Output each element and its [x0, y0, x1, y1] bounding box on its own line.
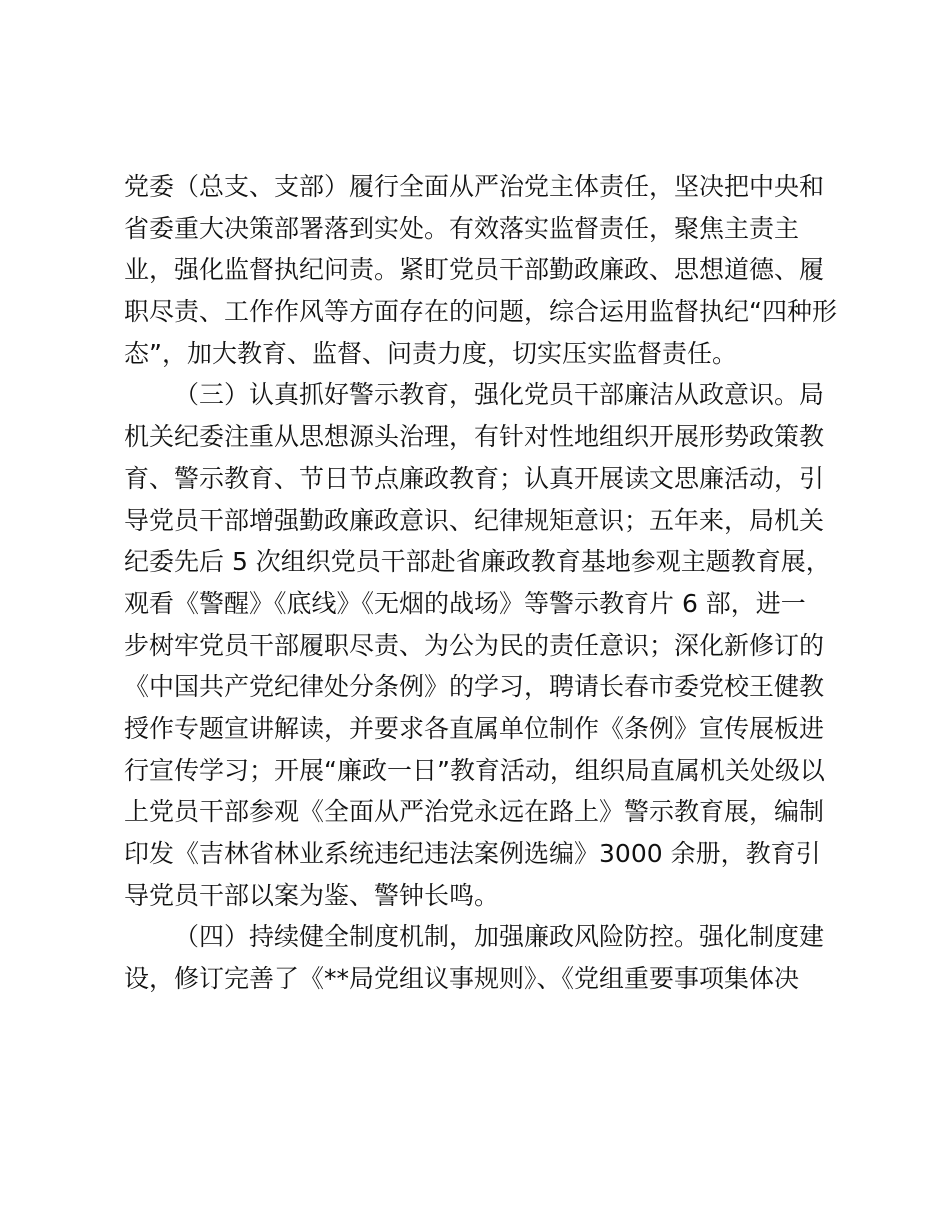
text-line: 职尽责、工作作风等方面存在的问题，综合运用监督执纪“四种形	[124, 297, 837, 327]
text-line: 步树牢党员干部履职尽责、为公为民的责任意识；深化新修订的	[124, 630, 825, 660]
text-line: 《中国共产党纪律处分条例》的学习，聘请长春市委党校王健教	[124, 672, 825, 702]
text-line: 上党员干部参观《全面从严治党永远在路上》警示教育展，编制	[124, 797, 825, 827]
text-line: 印发《吉林省林业系统违纪违法案例选编》3000 余册，教育引	[124, 839, 821, 868]
text-line: 业，强化监督执纪问责。紧盯党员干部勤政廉政、思想道德、履	[124, 255, 825, 285]
body-text	[124, 166, 844, 1000]
text-line: 机关纪委注重从思想源头治理，有针对性地组织开展形势政策教	[124, 422, 825, 452]
text-line: 设，修订完善了《**局党组议事规则》、《党组重要事项集体决	[124, 964, 800, 994]
text-line: 纪委先后 5 次组织党员干部赴省廉政教育基地参观主题教育展，	[124, 547, 831, 577]
text-line: 观看《警醒》《底线》《无烟的战场》等警示教育片 6 部，进一	[124, 588, 806, 618]
text-line: 育、警示教育、节日节点廉政教育；认真开展读文思廉活动，引	[124, 463, 825, 493]
text-line: 省委重大决策部署落到实处。有效落实监督责任，聚焦主责主	[124, 213, 800, 243]
text-line: 导党员干部以案为鉴、警钟长鸣。	[124, 880, 500, 910]
text-line: 行宣传学习；开展“廉政一日”教育活动，组织局直属机关处级以	[124, 755, 825, 785]
text-line: 授作专题宣讲解读，并要求各直属单位制作《条例》宣传展板进	[124, 713, 825, 743]
text-line: 党委（总支、支部）履行全面从严治党主体责任，坚决把中央和	[124, 172, 825, 201]
text-line: 导党员干部增强勤政廉政意识、纪律规矩意识；五年来，局机关	[124, 505, 825, 535]
text-line: 态”，加大教育、监督、问责力度，切实压实监督责任。	[124, 338, 737, 368]
section-heading-line: （三）认真抓好警示教育，强化党员干部廉洁从政意识。局	[174, 380, 825, 410]
section-heading-line: （四）持续健全制度机制，加强廉政风险防控。强化制度建	[174, 922, 825, 952]
